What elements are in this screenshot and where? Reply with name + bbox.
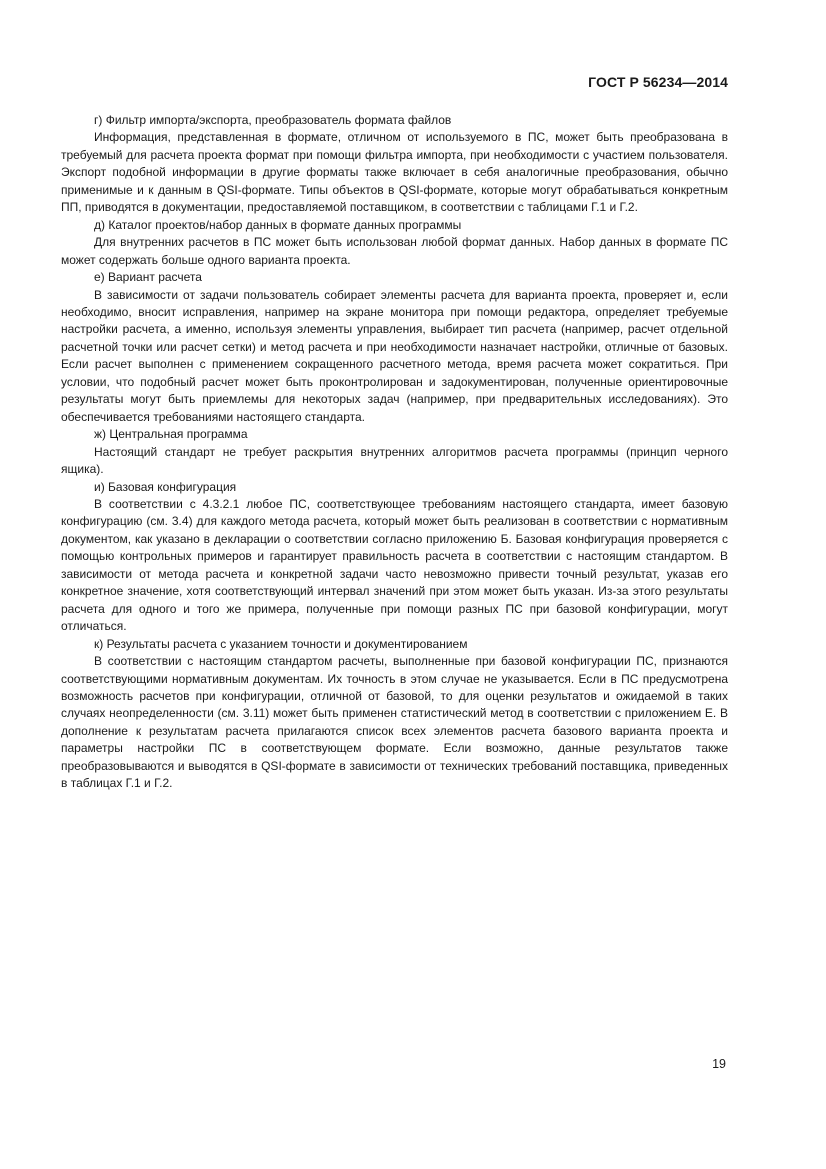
body-paragraph: В соответствии с 4.3.2.1 любое ПС, соответствующее требованиям настоящего стандарта, имеет базовую конфигурацию (см. 3.4) для каждого метода расчета, который может быть реализован в соответствии с нормативным документом, как указано в декларации о соответствии согласно приложению Б. Базовая конфигурация проверяется с помощью контрольных примеров и гарантирует правильность расчета в соответствии с настоящим стандартом. В зависимости от метода расчета и конкретной задачи часто невозможно привести точный результат, указав его конкретное значение, хотя соответствующий интервал значений при этом может быть указан. Из-за этого результаты расчета для одного и того же примера, полученные при помощи разных ПС при базовой конфигурации, могут отличаться.: [61, 496, 728, 634]
item-heading-zh: ж) Центральная программа: [94, 427, 248, 442]
body-paragraph: В соответствии с настоящим стандартом расчеты, выполненные при базовой конфигурации ПС, признаются соответствующими нормативным документам. Их точность в этом случае не указывается. Если в ПС предусмотрена возможность расчетов при конфигурации, отличной от базовой, то для оценки результатов и ожидаемой в таких случаях неопределенности (см. 3.11) может быть применен статистический метод в соответствии с приложением Е. В дополнение к результатам расчета прилагаются список всех элементов расчета базового варианта проекта и параметры настройки ПС в соответствующем формате. Если возможно, данные результатов также преобразовываются и выводятся в QSI-формате в зависимости от технических требований поставщика, приведенных в таблицах Г.1 и Г.2.: [61, 654, 728, 791]
item-heading-e: е) Вариант расчета: [94, 270, 202, 285]
body-paragraph: Информация, представленная в формате, отличном от используемого в ПС, может быть преобразована в требуемый для расчета проекта формат при помощи фильтра импорта, при необходимости с участием пользователя. Экспорт подобной информации в другие форматы также включает в себя аналогичные преобразования, обычно применимые и к данным в QSI-формате. Типы объектов в QSI-формате, которые могут обрабатываться конкретным ПП, приводятся в документации, предоставляемой поставщиком, в соответствии с таблицами Г.1 и Г.2.: [61, 130, 728, 215]
item-heading-i: и) Базовая конфигурация: [94, 479, 237, 494]
document-code-header: ГОСТ Р 56234—2014: [588, 74, 728, 90]
body-paragraph: Для внутренних расчетов в ПС может быть использован любой формат данных. Набор данных в формате ПС может содержать больше одного варианта проекта.: [61, 235, 728, 267]
body-paragraph: В зависимости от задачи пользователь собирает элементы расчета для варианта проекта, проверяет и, если необходимо, вносит исправления, например на экране монитора при помощи редактора, определяет требуемые настройки расчета, а именно, используя элементы управления, выбирает тип расчета (например, расчет отдельной расчетной точки или расчет сетки) и метод расчета и при необходимости назначает настройки, отличные от базовых. Если расчет выполнен с применением сокращенного расчетного метода, время расчета может сократиться. При условии, что подобный расчет может быть проконтролирован и задокументирован, полученные ориентировочные результаты могут быть приемлемы для некоторых задач (например, при предварительных исследованиях). Это обеспечивается требованиями настоящего стандарта.: [61, 287, 728, 424]
page-number: 19: [712, 1057, 726, 1071]
body-paragraph: Настоящий стандарт не требует раскрытия внутренних алгоритмов расчета программы (принцип черного ящика).: [61, 444, 728, 477]
item-heading-g: г) Фильтр импорта/экспорта, преобразователь формата файлов: [94, 113, 452, 127]
item-heading-d: д) Каталог проектов/набор данных в формате данных программы: [94, 217, 462, 232]
item-heading-k: к) Результаты расчета с указанием точности и документированием: [94, 636, 468, 651]
document-body: [61, 112, 728, 793]
